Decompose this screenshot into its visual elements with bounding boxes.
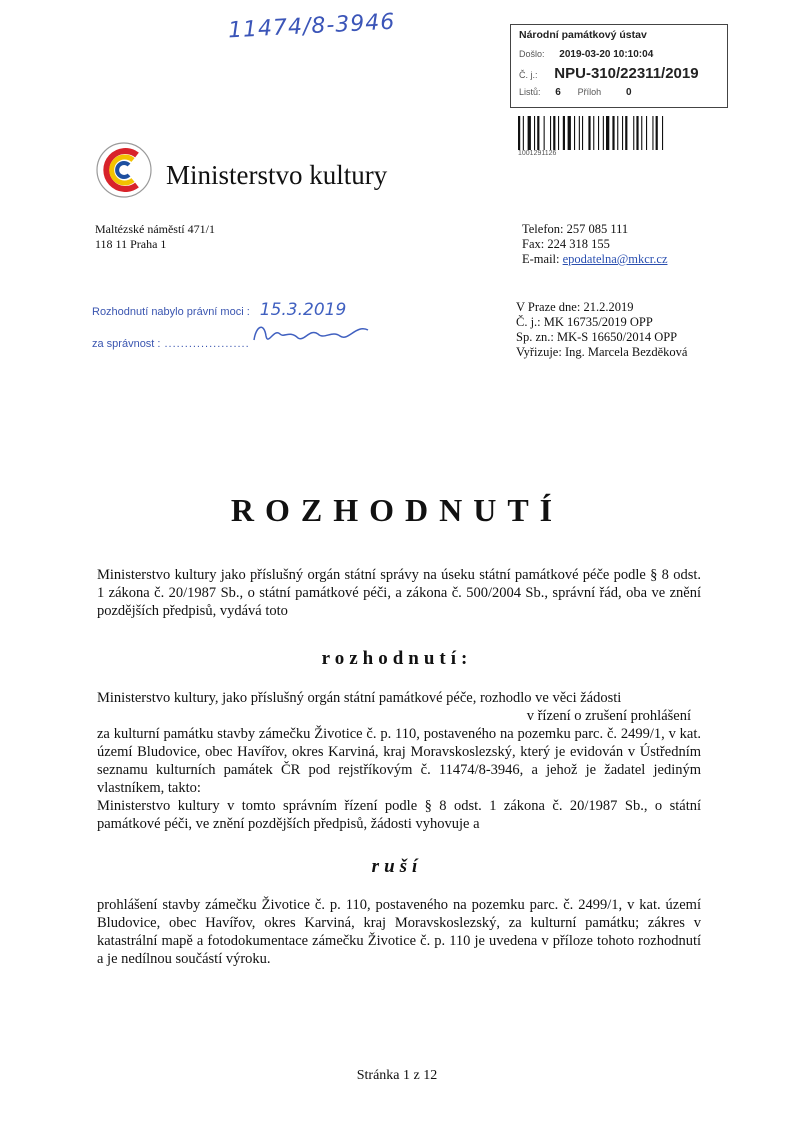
barcode-bar xyxy=(622,116,623,150)
decision-ruling: Ministerstvo kultury v tomto správním řízení podle § 8 odst. 1 zákona č. 20/1987 Sb., o státní památkové péči, ve znění pozdějších předpisů, žádosti vyhovuje a xyxy=(97,798,701,832)
decision-line2: v řízení o zrušení prohlášení xyxy=(526,708,691,724)
ministry-address xyxy=(95,222,215,252)
decision-heading: rozhodnutí: xyxy=(321,648,473,669)
barcode-number: 1001291126 xyxy=(518,150,557,157)
reference-cj: Č. j.: MK 16735/2019 OPP xyxy=(516,315,653,329)
stamp-sheets-row xyxy=(519,87,632,98)
decision-rest: za kulturní památku stavby zámečku Životice č. p. 110, postaveného na pozemku parc. č. 2499/1, v kat. území Bludovice, obec Havířov, okres Karviná, kraj Moravskoslezský, který je evidován v Ústředním seznamu kulturních památek ČR pod rejstříkovým č. 11474/8-3946, a jehož je žadatel jediným vlastníkem, takto: xyxy=(97,726,701,796)
stamp-org: Národní památkový ústav xyxy=(519,29,647,41)
stamp-ref-row xyxy=(519,65,699,82)
barcode-bar xyxy=(518,116,520,150)
receipt-stamp xyxy=(510,24,728,108)
reference-spzn: Sp. zn.: MK-S 16650/2014 OPP xyxy=(516,330,678,344)
barcode-bar xyxy=(662,116,663,150)
handled-by: Vyřizuje: Ing. Marcela Bezděková xyxy=(516,345,688,359)
verdict-word: ruší xyxy=(371,856,423,877)
stamp-received-row xyxy=(519,49,653,60)
barcode-bar xyxy=(598,116,599,150)
barcode-bar xyxy=(593,116,594,150)
barcode-bar xyxy=(574,116,575,150)
legal-force-label: Rozhodnutí nabylo právní moci : xyxy=(92,306,250,318)
barcode-bar xyxy=(534,116,535,150)
contact-email-row xyxy=(522,252,668,267)
stamp-received-label: Došlo: xyxy=(519,49,545,59)
barcode-bar xyxy=(625,116,627,150)
barcode-bar xyxy=(537,116,539,150)
address-street: Maltézské náměstí 471/1 xyxy=(95,222,215,236)
legal-force-date: 15.3.2019 xyxy=(259,300,347,320)
place-date: V Praze dne: 21.2.2019 xyxy=(516,300,634,314)
address-city: 118 11 Praha 1 xyxy=(95,237,167,251)
barcode-bar xyxy=(582,116,583,150)
barcode-bar xyxy=(558,116,559,150)
barcode-bar xyxy=(579,116,580,150)
intro-paragraph: Ministerstvo kultury jako příslušný orgán státní správy na úseku státní památkové péče podle § 8 odst. 1 zákona č. 20/1987 Sb., o státní památkové péči, a zákona č. 500/2004 Sb., správní řád, oba ve znění pozdějších předpisů, vydává toto xyxy=(97,567,701,619)
barcode-bar xyxy=(656,116,658,150)
barcode xyxy=(516,116,724,150)
document-title: ROZHODNUTÍ xyxy=(230,492,564,528)
stamp-sheets-value: 6 xyxy=(555,87,561,98)
stamp-attachments-label: Příloh xyxy=(577,87,602,97)
barcode-bar xyxy=(641,116,642,150)
stamp-received-value: 2019-03-20 10:10:04 xyxy=(559,49,654,60)
barcode-bar xyxy=(588,116,590,150)
barcode-bar xyxy=(523,116,524,150)
correctness-dots: ..................... xyxy=(164,338,250,350)
correctness-label: za správnost : xyxy=(92,338,161,350)
ministry-logo xyxy=(95,141,153,199)
contact-email-link[interactable]: epodatelna@mkcr.cz xyxy=(562,252,668,266)
barcode-bar xyxy=(612,116,614,150)
decision-line1: Ministerstvo kultury, jako příslušný orgán státní památkové péče, rozhodlo ve věci žádosti xyxy=(97,690,622,706)
barcode-bar xyxy=(603,116,604,150)
stamp-sheets-label: Listů: xyxy=(519,87,541,97)
contact-fax: Fax: 224 318 155 xyxy=(522,237,610,251)
stamp-attachments-value: 0 xyxy=(625,87,632,98)
barcode-bar xyxy=(553,116,555,150)
barcode-bar xyxy=(617,116,618,150)
final-paragraph: prohlášení stavby zámečku Životice č. p. 110, postaveného na pozemku parc. č. 2499/1, v kat. území Bludovice, obec Havířov, okres Karviná, kraj Moravskoslezský, za kulturní památku; zákres v katastrální mapě a fotodokumentace zámečku Životice č. p. 110 je uvedena v příloze tohoto rozhodnutí a je nedílnou součástí výroku. xyxy=(97,897,701,967)
handwritten-reference: 11474/8-3946 xyxy=(227,9,396,44)
signature-image xyxy=(244,316,384,352)
barcode-bar xyxy=(528,116,531,150)
reference-block xyxy=(516,300,687,360)
stamp-ref-value: NPU-310/22311/2019 xyxy=(554,65,699,82)
barcode-bar xyxy=(646,116,647,150)
contact-phone: Telefon: 257 085 111 xyxy=(522,222,629,236)
barcode-bar xyxy=(563,116,565,150)
barcode-bar xyxy=(606,116,609,150)
decision-paragraph xyxy=(97,689,701,833)
barcode-bar xyxy=(544,116,545,150)
barcode-bar xyxy=(550,116,551,150)
ministry-name: Ministerstvo kultury xyxy=(166,160,388,190)
barcode-bar xyxy=(633,116,634,150)
contact-email-label: E-mail: xyxy=(522,252,560,266)
page-footer: Stránka 1 z 12 xyxy=(356,1068,438,1083)
barcode-bar xyxy=(652,116,653,150)
barcode-bar xyxy=(636,116,638,150)
barcode-bar xyxy=(568,116,571,150)
stamp-ref-label: Č. j.: xyxy=(519,70,538,80)
ministry-contact xyxy=(522,222,668,267)
